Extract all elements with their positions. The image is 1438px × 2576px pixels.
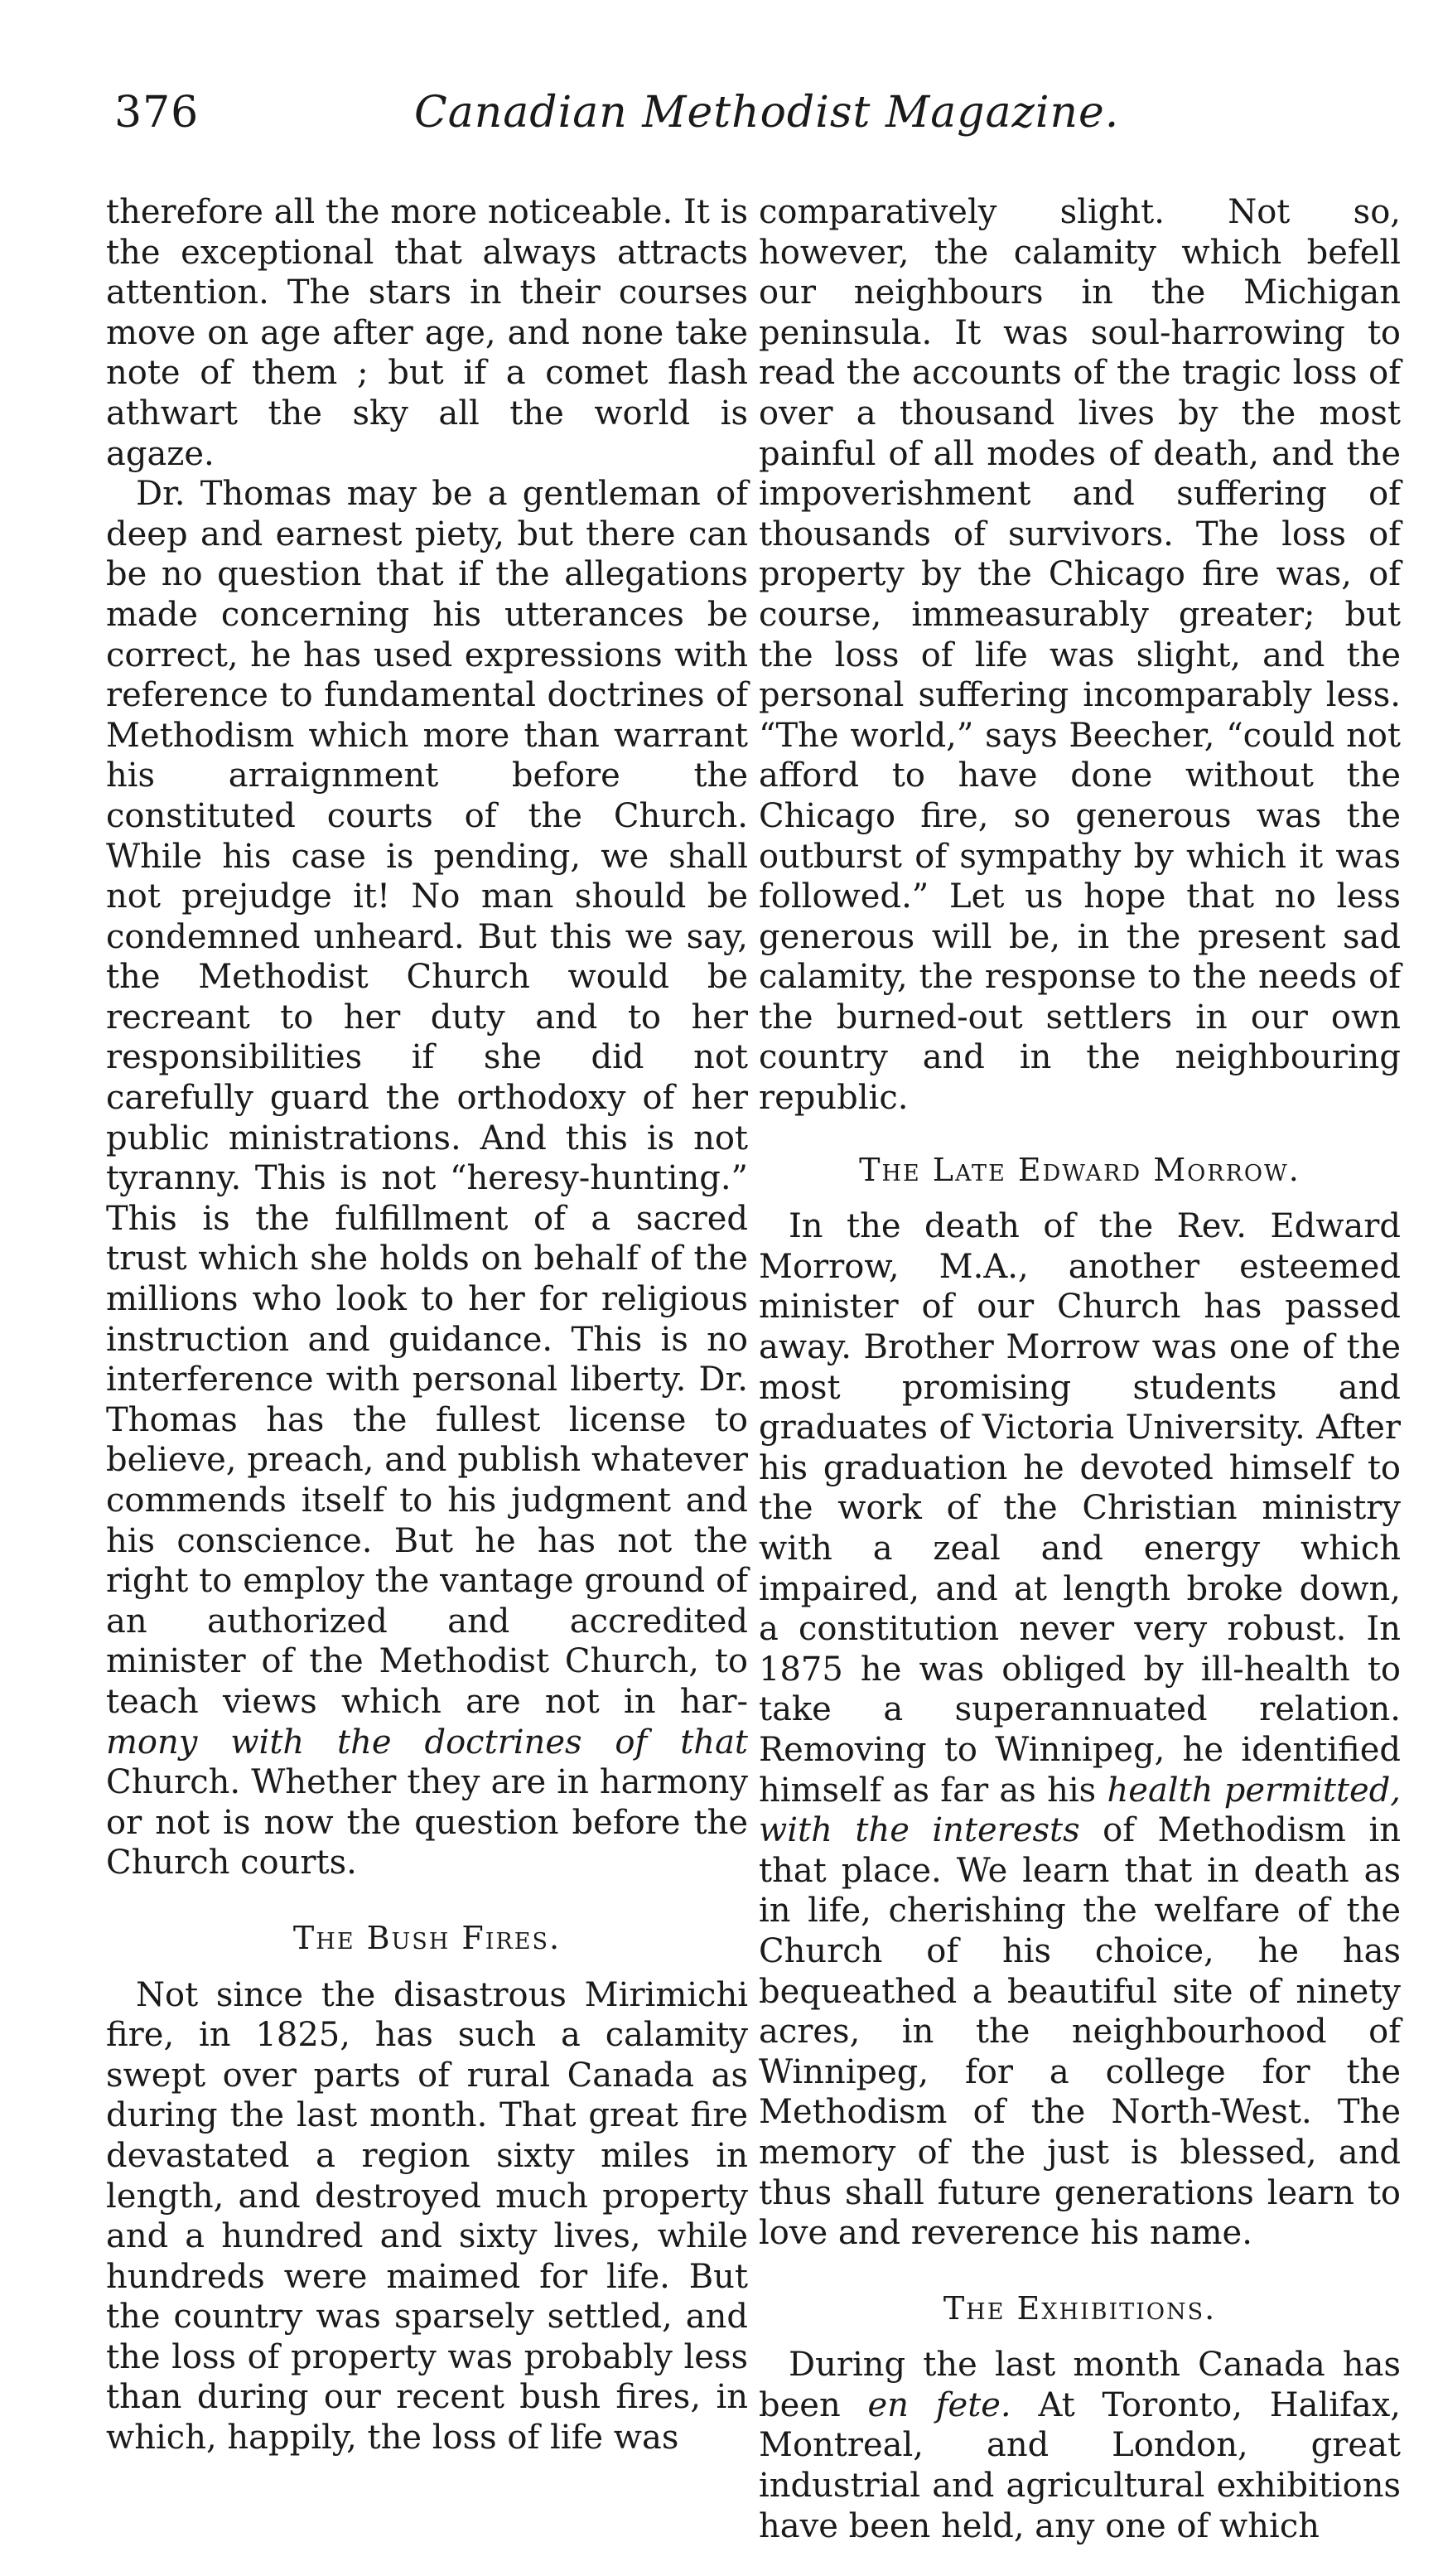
paragraph-dr-thomas-italic: mony with the doctrines of that <box>106 1723 748 1762</box>
heading-exhibitions: The Exhibitions. <box>943 2289 1217 2327</box>
paragraph-exhibitions-text-b: At Toronto, Halifax, Montreal, and London, great industrial and agricultural exhibitions have been held, any one of which <box>759 2385 1401 2545</box>
paragraph-dr-thomas-text-b: Church. Whether they are in harmony or not is now the question before the Church courts. <box>106 1763 748 1882</box>
paragraph-noticeable: therefore all the more noticeable. It is the exceptional that always attracts attention. The stars in their courses move on age after age, and none take note of them ; but if a comet flash athwart the sky all the world is agaze. <box>106 193 748 473</box>
paragraph-exhibitions-text-a: During the last month Canada has been <box>759 2346 1401 2424</box>
paragraph-morrow-text-a: In the death of the Rev. Edward Morrow, M.A., another esteemed minister of our Church has passed away. Brother Morrow was one of the most promising students and graduates of Victoria University. After his graduation he devoted himself to the work of the Christian ministry with a zeal and energy which impaired, and at length broke down, a constitution never very robust. In 1875 he was obliged by ill-health to take a superannuated relation. Removing to Winnipeg, he identified himself as far as his <box>759 1207 1401 1810</box>
paragraph-bush-fires: Not since the disastrous Mirimichi fire, in 1825, has such a calamity swept over parts of rural Canada as during the last month. That great fire devastated a region sixty miles in length, and destroyed much property and a hundred and sixty lives, while hundreds were maimed for life. But the country was sparsely settled, and the loss of property was probably less than during our recent bush fires, in which, happily, the loss of life was <box>106 1975 748 2458</box>
right-column <box>759 192 1401 2546</box>
paragraph-morrow-text-b: of Methodism in that place. We learn that in death as in life, cherishing the welfare of the Church of his choice, he has bequeathed a beautiful site of ninety acres, in the neighbourhood of Winnipeg, for a college for the Methodism of the North-West. The memory of the just is blessed, and thus shall future generations learn to love and reverence his name. <box>759 1811 1402 2253</box>
left-column <box>106 192 748 2458</box>
paragraph-dr-thomas <box>106 474 748 1883</box>
running-title: Canadian Methodist Magazine. <box>414 88 1120 138</box>
paragraph-exhibitions <box>759 2345 1401 2546</box>
paragraph-dr-thomas-text-a: Dr. Thomas may be a gentleman of deep and earnest piety, but there can be no question that if the allegations made concerning his utterances be correct, he has used expressions with reference to fundamental doctrines of Methodism which more than warrant his arraignment before the constituted courts of the Church. While his case is pending, we shall not prejudge it! No man should be condemned unheard. But this we say, the Methodist Church would be recreant to her duty and to her responsibilities if she did not carefully guard the orthodoxy of her public ministrations. And this is not tyranny. This is not “heresy-hunting.” This is the fulfillment of a sacred trust which she holds on behalf of the millions who look to her for religious instruction and guidance. This is no interference with personal liberty. Dr. Thomas has the fullest license to believe, preach, and publish whatever commends itself to his judgment and his conscience. But he has not the right to employ the vantage ground of an authorized and accredited minister of the Methodist Church, to teach views which are not in har- <box>106 475 748 1721</box>
paragraph-edward-morrow <box>759 1206 1401 2253</box>
page-number: 376 <box>114 88 200 138</box>
heading-bush-fires: The Bush Fires. <box>292 1919 562 1956</box>
heading-edward-morrow: The Late Edward Morrow. <box>859 1151 1300 1188</box>
paragraph-morrow-italic: health permitted, with the interests <box>759 1771 1402 1850</box>
paragraph-exhibitions-italic: en fete. <box>867 2385 1011 2424</box>
paragraph-michigan: comparatively slight. Not so, however, the calamity which befell our neighbours in the Michigan peninsula. It was soul-harrowing to read the accounts of the tragic loss of over a thousand lives by the most painful of all modes of death, and the impoverishment and suffering of thousands of survivors. The loss of property by the Chicago fire was, of course, immeasurably greater; but the loss of life was slight, and the personal suffering incomparably less. “The world,” says Beecher, “could not afford to have done without the Chicago fire, so generous was the outburst of sympathy by which it was followed.” Let us hope that no less generous will be, in the present sad calamity, the response to the needs of the burned-out settlers in our own country and in the neighbouring republic. <box>759 193 1401 1118</box>
